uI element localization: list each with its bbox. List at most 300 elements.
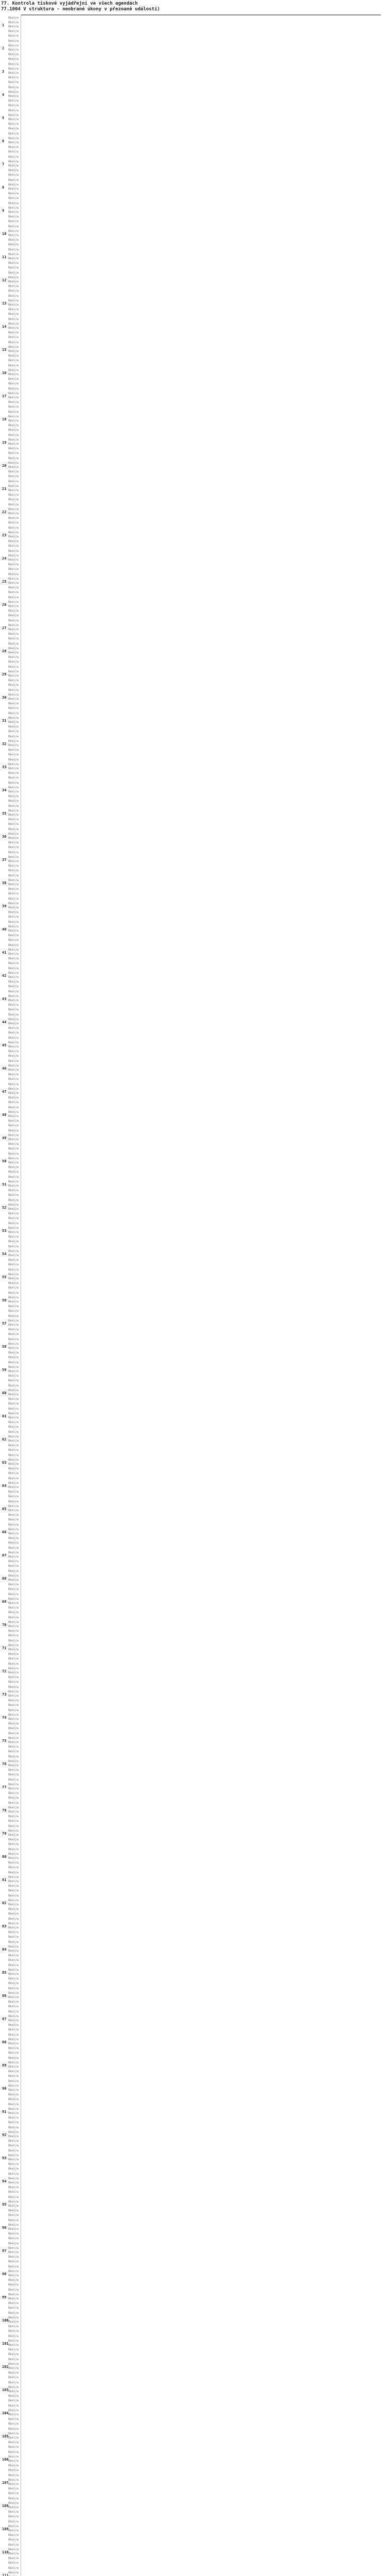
row-sublines [8, 1708, 19, 1731]
row-sublines [8, 943, 19, 965]
task-row [0, 247, 386, 270]
row-subline: Úkol/a [8, 1759, 19, 1763]
row-subline: Úkol/a [8, 535, 19, 539]
row-number: 27 [2, 626, 7, 630]
row-subline: Úkol/a [8, 2506, 19, 2510]
row-number: 19 [2, 440, 7, 445]
row-subline: Úkol/a [8, 1981, 19, 1985]
row-subline: Úkol/a [8, 2352, 19, 2356]
row-sublines [8, 642, 19, 664]
row-subline: Úkol/a [8, 772, 19, 775]
row-sublines [8, 758, 19, 780]
task-row [0, 1128, 386, 1151]
row-subline: Úkol/a [8, 272, 19, 275]
row-subline: Úkol/a [8, 758, 19, 761]
row-subline: Úkol/a [8, 544, 19, 548]
task-row [0, 2357, 386, 2380]
row-subline: Úkol/a [8, 2335, 19, 2338]
row-subline: Úkol/a [8, 21, 19, 24]
row-subline: Úkol/a [8, 2487, 19, 2491]
row-subline: Úkol/a [8, 832, 19, 836]
row-sublines [8, 1685, 19, 1707]
row-subline: Úkol/a [8, 331, 19, 335]
row-subline: Úkol/a [8, 1069, 19, 1072]
task-row [0, 989, 386, 1012]
row-subline: Úkol/a [8, 527, 19, 530]
row-subline: Úkol/a [8, 2107, 19, 2111]
row-subline: Úkol/a [8, 2116, 19, 2120]
row-subline: Úkol/a [8, 1922, 19, 1925]
row-subline: Úkol/a [8, 1653, 19, 1656]
task-row [0, 2148, 386, 2172]
row-subline: Úkol/a [8, 1379, 19, 1382]
row-subline: Úkol/a [8, 415, 19, 418]
task-row [0, 2195, 386, 2218]
row-number: 65 [2, 1507, 7, 1511]
row-sublines [8, 1987, 19, 2009]
row-subline: Úkol/a [8, 953, 19, 956]
row-sublines [8, 2543, 19, 2565]
row-subline: Úkol/a [8, 517, 19, 520]
row-subline: Úkol/a [8, 2103, 19, 2106]
row-subline: Úkol/a [8, 590, 19, 594]
row-subline: Úkol/a [8, 2065, 19, 2069]
row-subline: Úkol/a [8, 1996, 19, 1999]
row-sublines [8, 1337, 19, 1360]
row-subline: Úkol/a [8, 2557, 19, 2561]
row-subline: Úkol/a [8, 2205, 19, 2208]
row-subline: Úkol/a [8, 948, 19, 952]
row-subline: Úkol/a [8, 2497, 19, 2500]
row-subline: Úkol/a [8, 1176, 19, 1179]
row-subline: Úkol/a [8, 2144, 19, 2147]
task-row [0, 108, 386, 131]
row-number: 22 [2, 510, 7, 514]
row-number: 85 [2, 1971, 7, 1975]
row-subline: Úkol/a [8, 1551, 19, 1554]
row-subline: Úkol/a [8, 2001, 19, 2004]
row-subline: Úkol/a [8, 164, 19, 168]
row-subline: Úkol/a [8, 2544, 19, 2547]
row-subline: Úkol/a [8, 1129, 19, 1132]
row-sublines [8, 619, 19, 641]
task-row [0, 1383, 386, 1406]
row-number: 6 [2, 139, 5, 143]
row-subline: Úkol/a [8, 1245, 19, 1248]
row-subline: Úkol/a [8, 2312, 19, 2315]
row-subline: Úkol/a [8, 378, 19, 381]
row-subline: Úkol/a [8, 1611, 19, 1614]
row-subline: Úkol/a [8, 373, 19, 377]
row-subline: Úkol/a [8, 2399, 19, 2402]
row-subline: Úkol/a [8, 1393, 19, 1397]
row-subline: Úkol/a [8, 48, 19, 52]
row-subline: Úkol/a [8, 503, 19, 506]
task-row [0, 1337, 386, 1360]
row-number: 2 [2, 46, 5, 50]
row-subline: Úkol/a [8, 1375, 19, 1378]
row-subline: Úkol/a [8, 666, 19, 669]
row-subline: Úkol/a [8, 782, 19, 785]
row-sublines [8, 1662, 19, 1684]
row-subline: Úkol/a [8, 2042, 19, 2046]
row-sublines [8, 1430, 19, 1452]
row-subline: Úkol/a [8, 1755, 19, 1758]
row-number: 90 [2, 2087, 7, 2091]
row-subline: Úkol/a [8, 451, 19, 455]
page-title: 77. Kontrola tiskové vyjádřejní ve všech agendách [1, 1, 138, 6]
row-subline: Úkol/a [8, 999, 19, 1003]
row-subline: Úkol/a [8, 183, 19, 187]
row-subline: Úkol/a [8, 1398, 19, 1401]
row-sublines [8, 990, 19, 1012]
row-sublines [8, 2010, 19, 2032]
row-number: 39 [2, 904, 7, 908]
row-subline: Úkol/a [8, 1819, 19, 1823]
row-subline: Úkol/a [8, 303, 19, 307]
row-subline: Úkol/a [8, 1509, 19, 1513]
row-subline: Úkol/a [8, 2464, 19, 2468]
task-row [0, 2473, 386, 2496]
task-row [0, 1708, 386, 1731]
row-subline: Úkol/a [8, 1787, 19, 1791]
row-subline: Úkol/a [8, 169, 19, 173]
row-subline: Úkol/a [8, 234, 19, 238]
row-sublines [8, 2242, 19, 2264]
task-row [0, 781, 386, 804]
row-subline: Úkol/a [8, 1935, 19, 1939]
row-sublines [8, 1755, 19, 1777]
row-number: 109 [2, 2527, 9, 2531]
row-sublines [8, 1384, 19, 1406]
row-number: 105 [2, 2434, 9, 2438]
row-subline: Úkol/a [8, 577, 19, 581]
row-subline: Úkol/a [8, 1138, 19, 1142]
row-subline: Úkol/a [8, 1226, 19, 1230]
row-number: 20 [2, 464, 7, 468]
row-subline: Úkol/a [8, 285, 19, 289]
row-subline: Úkol/a [8, 354, 19, 358]
row-subline: Úkol/a [8, 1338, 19, 1341]
row-subline: Úkol/a [8, 2130, 19, 2134]
row-subline: Úkol/a [8, 1583, 19, 1587]
task-row [0, 2102, 386, 2125]
row-sublines [8, 1824, 19, 1846]
row-subline: Úkol/a [8, 401, 19, 404]
row-subline: Úkol/a [8, 63, 19, 66]
row-subline: Úkol/a [8, 888, 19, 891]
row-subline: Úkol/a [8, 739, 19, 743]
row-number: 44 [2, 1020, 7, 1024]
task-row [0, 1406, 386, 1430]
row-subline: Úkol/a [8, 1690, 19, 1693]
row-subline: Úkol/a [8, 2432, 19, 2435]
row-sublines [8, 665, 19, 687]
row-subline: Úkol/a [8, 1277, 19, 1281]
row-subline: Úkol/a [8, 2158, 19, 2162]
row-subline: Úkol/a [8, 215, 19, 219]
row-subline: Úkol/a [8, 2232, 19, 2236]
row-sublines [8, 1198, 19, 1221]
row-sublines [8, 2033, 19, 2055]
row-subline: Úkol/a [8, 1718, 19, 1721]
row-subline: Úkol/a [8, 2140, 19, 2143]
row-subline: Úkol/a [8, 2186, 19, 2190]
row-subline: Úkol/a [8, 1458, 19, 1462]
row-subline: Úkol/a [8, 2567, 19, 2570]
task-row [0, 1870, 386, 1893]
row-subline: Úkol/a [8, 851, 19, 854]
task-row [0, 734, 386, 757]
row-subline: Úkol/a [8, 2014, 19, 2018]
row-sublines [8, 1222, 19, 1244]
row-subline: Úkol/a [8, 1741, 19, 1744]
row-sublines [8, 1616, 19, 1638]
row-sublines [8, 1268, 19, 1290]
task-row [0, 1175, 386, 1198]
row-subline: Úkol/a [8, 1463, 19, 1466]
row-subline: Úkol/a [8, 196, 19, 200]
task-row [0, 363, 386, 386]
row-subline: Úkol/a [8, 1945, 19, 1948]
row-subline: Úkol/a [8, 470, 19, 474]
row-subline: Úkol/a [8, 1100, 19, 1104]
row-subline: Úkol/a [8, 2283, 19, 2286]
row-subline: Úkol/a [8, 776, 19, 779]
row-subline: Úkol/a [8, 2163, 19, 2166]
row-sublines [8, 1291, 19, 1313]
row-number: 91 [2, 2110, 7, 2114]
row-subline: Úkol/a [8, 642, 19, 646]
row-subline: Úkol/a [8, 118, 19, 122]
row-subline: Úkol/a [8, 1370, 19, 1374]
task-row [0, 1685, 386, 1708]
row-subline: Úkol/a [8, 1324, 19, 1327]
row-subline: Úkol/a [8, 1500, 19, 1503]
row-number: 4 [2, 93, 5, 97]
row-subline: Úkol/a [8, 1222, 19, 1225]
row-subline: Úkol/a [8, 1448, 19, 1452]
row-subline: Úkol/a [8, 350, 19, 353]
row-subline: Úkol/a [8, 1120, 19, 1123]
task-row [0, 526, 386, 549]
row-number: 30 [2, 696, 7, 700]
row-subline: Úkol/a [8, 1208, 19, 1211]
row-number: 53 [2, 1229, 7, 1233]
row-subline: Úkol/a [8, 934, 19, 938]
row-subline: Úkol/a [8, 1532, 19, 1536]
row-subline: Úkol/a [8, 2571, 19, 2574]
row-subline: Úkol/a [8, 1037, 19, 1040]
row-subline: Úkol/a [8, 730, 19, 733]
row-subline: Úkol/a [8, 308, 19, 312]
row-subline: Úkol/a [8, 1365, 19, 1369]
row-subline: Úkol/a [8, 156, 19, 159]
row-subline: Úkol/a [8, 586, 19, 590]
row-sublines [8, 201, 19, 224]
task-row [0, 1963, 386, 1986]
row-sublines [8, 1778, 19, 1800]
task-row [0, 1036, 386, 1059]
row-number: 36 [2, 835, 7, 839]
task-row [0, 1777, 386, 1801]
row-number: 56 [2, 1298, 7, 1302]
task-row [0, 1847, 386, 1870]
row-subline: Úkol/a [8, 1435, 19, 1438]
row-subline: Úkol/a [8, 2200, 19, 2204]
row-subline: Úkol/a [8, 489, 19, 493]
row-sublines [8, 711, 19, 734]
row-subline: Úkol/a [8, 971, 19, 975]
row-subline: Úkol/a [8, 1518, 19, 1521]
row-subline: Úkol/a [8, 600, 19, 604]
task-row [0, 1917, 386, 1940]
row-sublines [8, 2126, 19, 2148]
row-subline: Úkol/a [8, 1060, 19, 1063]
row-number: 49 [2, 1136, 7, 1140]
task-row [0, 827, 386, 850]
row-subline: Úkol/a [8, 1384, 19, 1387]
row-subline: Úkol/a [8, 2297, 19, 2301]
row-number: 71 [2, 1646, 7, 1650]
row-subline: Úkol/a [8, 1027, 19, 1030]
row-number: 21 [2, 487, 7, 491]
row-subline: Úkol/a [8, 1769, 19, 1772]
row-number: 14 [2, 325, 7, 329]
row-subline: Úkol/a [8, 498, 19, 501]
row-subline: Úkol/a [8, 150, 19, 154]
row-subline: Úkol/a [8, 1620, 19, 1624]
row-number: 9 [2, 209, 5, 213]
row-subline: Úkol/a [8, 2306, 19, 2310]
row-subline: Úkol/a [8, 1726, 19, 1730]
row-subline: Úkol/a [8, 674, 19, 678]
row-subline: Úkol/a [8, 540, 19, 544]
row-subline: Úkol/a [8, 1792, 19, 1795]
row-sublines [8, 1732, 19, 1754]
task-row [0, 1430, 386, 1453]
row-subline: Úkol/a [8, 744, 19, 748]
row-sublines [8, 2334, 19, 2357]
row-number: 10 [2, 232, 7, 236]
row-sublines [8, 1361, 19, 1383]
row-sublines [8, 1013, 19, 1035]
row-number: 107 [2, 2481, 9, 2485]
task-row [0, 201, 386, 224]
row-number: 46 [2, 1066, 7, 1071]
row-subline: Úkol/a [8, 767, 19, 771]
row-subline: Úkol/a [8, 211, 19, 214]
row-sublines [8, 897, 19, 919]
row-subline: Úkol/a [8, 2051, 19, 2055]
row-sublines [8, 827, 19, 850]
row-number: 37 [2, 858, 7, 862]
row-number: 83 [2, 1924, 7, 1928]
row-sublines [8, 920, 19, 942]
row-number: 78 [2, 1808, 7, 1812]
row-subline: Úkol/a [8, 2561, 19, 2565]
row-subline: Úkol/a [8, 735, 19, 738]
row-subline: Úkol/a [8, 1541, 19, 1545]
row-subline: Úkol/a [8, 1300, 19, 1304]
row-subline: Úkol/a [8, 1908, 19, 1911]
row-sublines [8, 781, 19, 803]
row-subline: Úkol/a [8, 1903, 19, 1907]
row-sublines [8, 1500, 19, 1522]
row-subline: Úkol/a [8, 1889, 19, 1892]
task-row [0, 1105, 386, 1128]
row-subline: Úkol/a [8, 1231, 19, 1234]
row-subline: Úkol/a [8, 1602, 19, 1605]
row-subline: Úkol/a [8, 345, 19, 349]
row-subline: Úkol/a [8, 706, 19, 710]
row-subline: Úkol/a [8, 1634, 19, 1637]
row-subline: Úkol/a [8, 2367, 19, 2370]
row-subline: Úkol/a [8, 2223, 19, 2227]
row-subline: Úkol/a [8, 1166, 19, 1170]
row-subline: Úkol/a [8, 1481, 19, 1485]
row-subline: Úkol/a [8, 1815, 19, 1819]
row-number: 76 [2, 1762, 7, 1766]
task-row [0, 595, 386, 618]
row-number: 26 [2, 603, 7, 607]
row-subline: Úkol/a [8, 1630, 19, 1633]
row-subline: Úkol/a [8, 327, 19, 330]
task-row [0, 665, 386, 688]
row-subline: Úkol/a [8, 1871, 19, 1874]
task-row [0, 896, 386, 920]
row-subline: Úkol/a [8, 702, 19, 706]
row-subline: Úkol/a [8, 447, 19, 451]
row-subline: Úkol/a [8, 1054, 19, 1058]
task-row [0, 2218, 386, 2241]
row-subline: Úkol/a [8, 2080, 19, 2083]
row-sublines [8, 2149, 19, 2171]
row-subline: Úkol/a [8, 925, 19, 928]
row-sublines [8, 1523, 19, 1545]
row-subline: Úkol/a [8, 1096, 19, 1100]
row-subline: Úkol/a [8, 2390, 19, 2394]
row-subline: Úkol/a [8, 1694, 19, 1698]
row-sublines [8, 2566, 19, 2576]
row-sublines [8, 155, 19, 177]
row-sublines [8, 248, 19, 270]
row-subline: Úkol/a [8, 2460, 19, 2463]
row-number: 81 [2, 1878, 7, 1882]
row-subline: Úkol/a [8, 299, 19, 302]
row-number: 41 [2, 951, 7, 955]
row-subline: Úkol/a [8, 2181, 19, 2185]
row-subline: Úkol/a [8, 1477, 19, 1480]
row-subline: Úkol/a [8, 1309, 19, 1313]
row-sublines [8, 503, 19, 525]
row-subline: Úkol/a [8, 1355, 19, 1359]
row-subline: Úkol/a [8, 1875, 19, 1879]
row-subline: Úkol/a [8, 1106, 19, 1109]
row-subline: Úkol/a [8, 1560, 19, 1564]
row-subline: Úkol/a [8, 2548, 19, 2551]
row-number: 72 [2, 1669, 7, 1673]
row-number: 55 [2, 1275, 7, 1279]
row-subline: Úkol/a [8, 2126, 19, 2129]
row-subline: Úkol/a [8, 1625, 19, 1629]
task-row [0, 920, 386, 943]
task-row [0, 943, 386, 966]
row-number: 80 [2, 1855, 7, 1859]
row-subline: Úkol/a [8, 897, 19, 901]
row-subline: Úkol/a [8, 915, 19, 919]
row-subline: Úkol/a [8, 2057, 19, 2060]
